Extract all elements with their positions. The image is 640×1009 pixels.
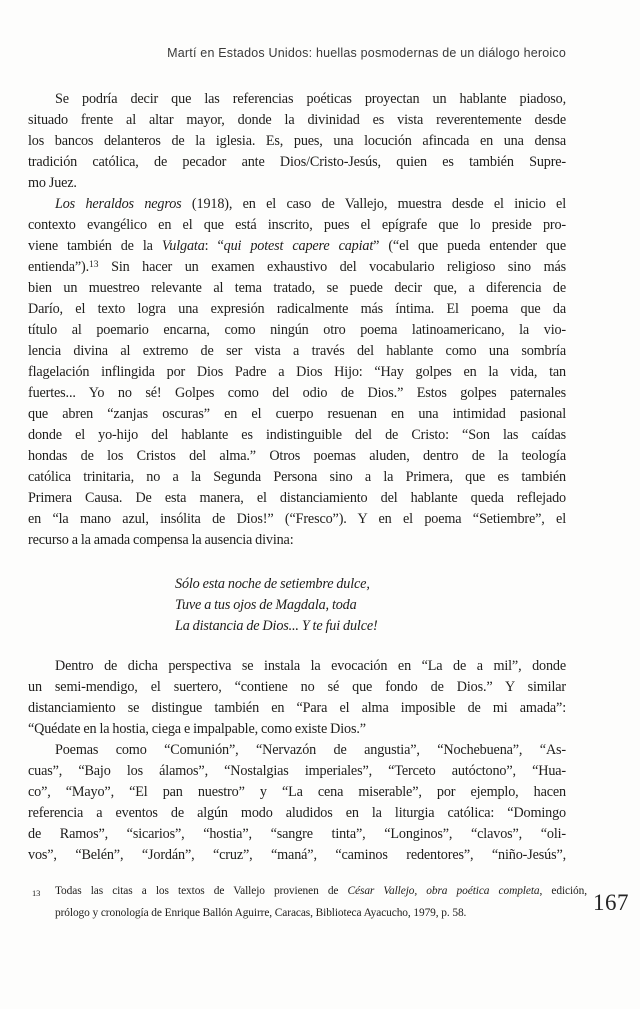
text-line: fuertes... Yo no sé! Golpes como del odio de Dios.” Estos golpes paternales (28, 385, 566, 401)
text-line: en “la mano azul, insólita de Dios!” (“Fresco”). Y en el poema “Setiembre”, el (28, 511, 566, 527)
text-line: católica trinitaria, no a la Segunda Persona sino a la Primera, que es también (28, 469, 566, 485)
paragraph-4 (28, 740, 566, 866)
text-line: flagelación inflingida por Dios Padre a Dios Hijo: “Hay golpes en la vida, tan (28, 364, 566, 380)
text-line: recurso a la amada compensa la ausencia divina: (28, 532, 294, 548)
text-line: co”, “Mayo”, “El pan nuestro” y “La cena miserable”, por ejemplo, hacen (28, 784, 566, 800)
text-line: La distancia de Dios... Y te fui dulce! (175, 618, 378, 634)
text-line: referencia a eventos de algún modo aludidos en la liturgia católica: “Domingo (28, 805, 566, 821)
text-line: Sólo esta noche de setiembre dulce, (175, 576, 370, 592)
text-line: distanciamiento se distingue también en “Para el alma imposible de mi amada”: (28, 700, 566, 716)
text-line: Tuve a tus ojos de Magdala, toda (175, 597, 357, 613)
text-line: prólogo y cronología de Enrique Ballón Aguirre, Caracas, Biblioteca Ayacucho, 1979, p. 58. (55, 906, 467, 919)
paragraph-2 (28, 194, 566, 551)
text-line: hondas de los Cristos del alma.” Otros poemas aluden, dentro de la teología (28, 448, 566, 464)
text-line: Los heraldos negros (1918), en el caso de Vallejo, muestra desde el inicio el (55, 196, 566, 212)
text-line: que abren “zanjas oscuras” en el cuerpo resuenan en una intimidad pasional (28, 406, 566, 422)
text-line: situado frente al altar mayor, donde la divinidad es vista reverentemente desde (28, 112, 566, 128)
page-body (28, 89, 566, 866)
poem-quote (28, 574, 566, 637)
footnote-marker: 13 (32, 888, 41, 898)
text-line: vos”, “Belén”, “Jordán”, “cruz”, “maná”, “caminos redentores”, “niño-Jesús”, (28, 847, 566, 863)
footnote-lines (28, 881, 587, 924)
text-line: tradición católica, de pecador ante Dios/Cristo-Jesús, quien es también Supre- (28, 154, 566, 170)
text-line: mo Juez. (28, 175, 77, 191)
text-line: bien un muestreo relevante al tema tratado, se puede decir que, a diferencia de (28, 280, 566, 296)
text-line: Dentro de dicha perspectiva se instala la evocación en “La de a mil”, donde (55, 658, 566, 674)
text-line: Todas las citas a los textos de Vallejo provienen de César Vallejo, obra poética completa, edición, (55, 885, 587, 897)
footnote (28, 881, 587, 924)
text-line: viene también de la Vulgata: “qui potest capere capiat” (“el que pueda entender que (28, 238, 566, 254)
paragraph-3 (28, 656, 566, 740)
text-line: entienda”).$^{13}$ Sin hacer un examen exhaustivo del vocabulario religioso sino más (28, 259, 566, 275)
text-line: un semi-mendigo, el suertero, “contiene no sé que fondo de Dios.” Y similar (28, 679, 566, 695)
text-line: cuas”, “Bajo los álamos”, “Nostalgias imperiales”, “Terceto autóctono”, “Hua- (28, 763, 566, 779)
paragraph-1 (28, 89, 566, 194)
text-line: lencia divina al extremo de ser vista a través del hablante como una sombría (28, 343, 566, 359)
running-header: Martí en Estados Unidos: huellas posmodernas de un diálogo heroico (167, 46, 566, 60)
text-line: donde el yo-hijo del hablante es indistinguible del de Cristo: “Son las caídas (28, 427, 566, 443)
text-line: de Ramos”, “sicarios”, “hostia”, “sangre tinta”, “Longinos”, “clavos”, “oli- (28, 826, 566, 842)
text-line: los bancos delanteros de la iglesia. Es, pues, una locución afincada en una densa (28, 133, 566, 149)
text-line: Poemas como “Comunión”, “Nervazón de angustia”, “Nochebuena”, “As- (55, 742, 566, 758)
text-line: Darío, el texto logra una expresión radicalmente más íntima. El poema que da (28, 301, 566, 317)
text-line: “Quédate en la hostia, ciega e impalpable, como existe Dios.” (28, 721, 366, 737)
text-line: título al poemario encarna, como ningún otro poema latinoamericano, la vio- (28, 322, 566, 338)
text-line: Se podría decir que las referencias poéticas proyectan un hablante piadoso, (55, 91, 566, 107)
text-line: contexto evangélico en el que está inscrito, pues el epígrafe que lo preside pro- (28, 217, 566, 233)
page-number: 167 (593, 890, 629, 915)
text-line: Primera Causa. De esta manera, el distanciamiento del hablante queda reflejado (28, 490, 566, 506)
